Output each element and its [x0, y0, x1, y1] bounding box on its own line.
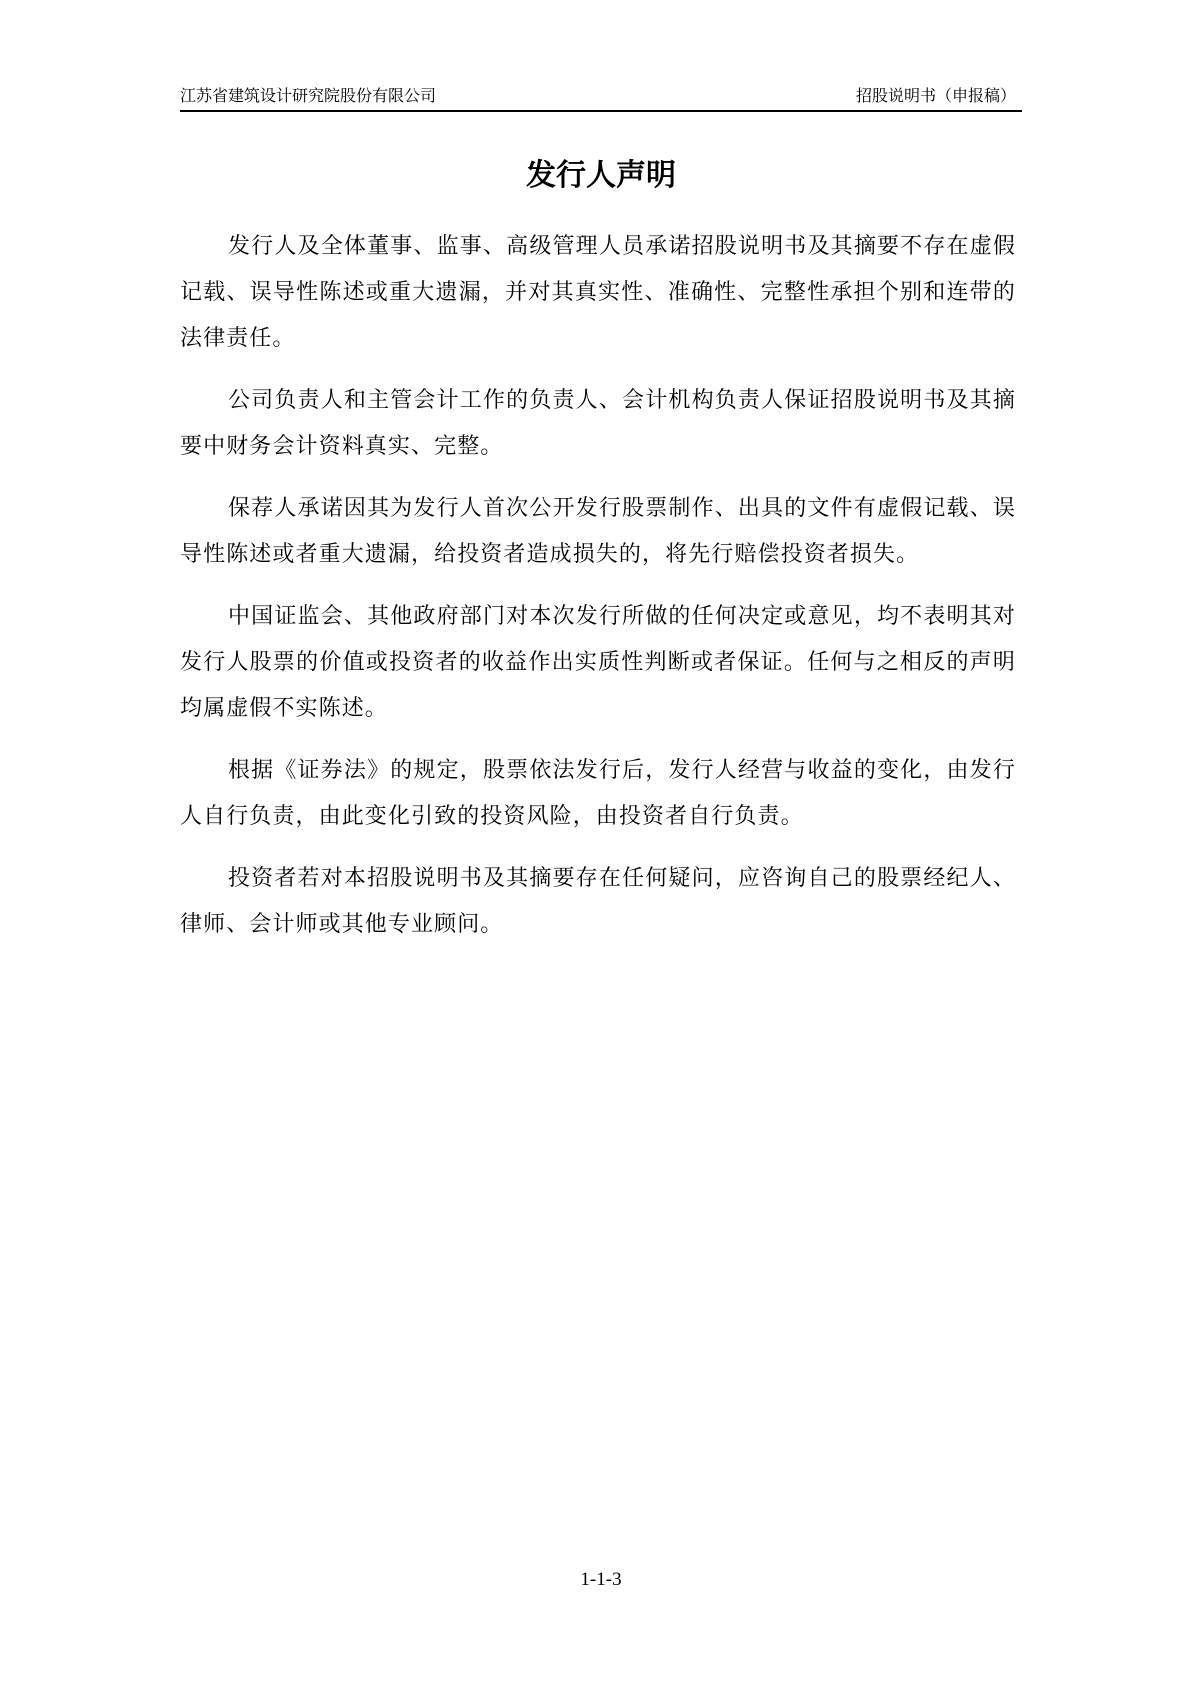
header-company-name: 江苏省建筑设计研究院股份有限公司: [180, 86, 437, 105]
paragraph-3: 保荐人承诺因其为发行人首次公开发行股票制作、出具的文件有虚假记载、误导性陈述或者重大遗漏，给投资者造成损失的，将先行赔偿投资者损失。: [180, 496, 1016, 567]
paragraph-5: 根据《证券法》的规定，股票依法发行后，发行人经营与收益的变化，由发行人自行负责，由此变化引致的投资风险，由投资者自行负责。: [180, 758, 1016, 829]
statement-body: [180, 224, 1016, 964]
header-document-type: 招股说明书（申报稿）: [855, 86, 1016, 105]
page-header: [180, 84, 1022, 112]
page-title: 发行人声明: [526, 158, 676, 193]
paragraph-1: 发行人及全体董事、监事、高级管理人员承诺招股说明书及其摘要不存在虚假记载、误导性陈述或重大遗漏，并对其真实性、准确性、完整性承担个别和连带的法律责任。: [180, 234, 1016, 351]
paragraph-2: 公司负责人和主管会计工作的负责人、会计机构负责人保证招股说明书及其摘要中财务会计资料真实、完整。: [180, 388, 1016, 459]
page-number: 1-1-3: [580, 1569, 622, 1590]
paragraph-6: 投资者若对本招股说明书及其摘要存在任何疑问，应咨询自己的股票经纪人、律师、会计师或其他专业顾问。: [180, 866, 1016, 937]
paragraph-4: 中国证监会、其他政府部门对本次发行所做的任何决定或意见，均不表明其对发行人股票的价值或投资者的收益作出实质性判断或者保证。任何与之相反的声明均属虚假不实陈述。: [180, 604, 1016, 721]
